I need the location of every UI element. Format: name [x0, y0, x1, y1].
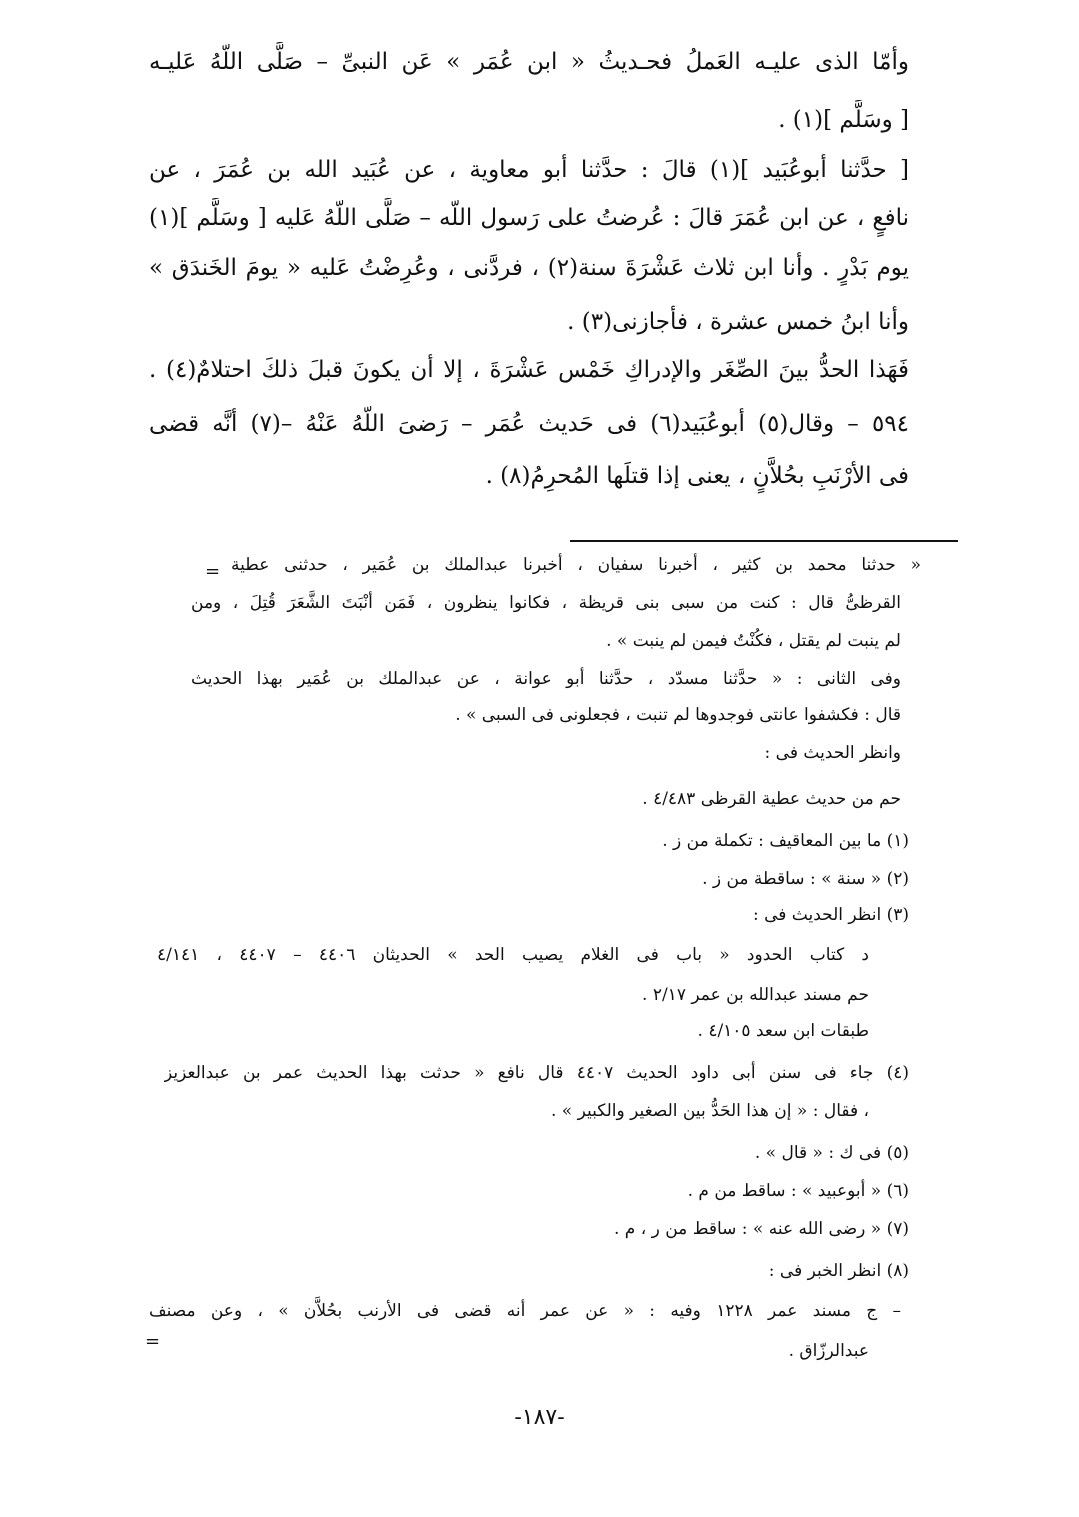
- footnote-line-3: لم ينبت لم يقتل ، فكُنْتُ فيمن لم ينبت » .: [606, 631, 901, 651]
- page-number: -١٨٧-: [514, 1405, 565, 1430]
- footnote-3-line-2: د كتاب الحدود « باب فى الغلام يصيب الحد » الحديثان ٤٤٠٦ – ٤٤٠٧ ، ٤/١٤١: [157, 945, 869, 965]
- footnote-1: (١) ما بين المعاقيف : تكملة من ز .: [662, 831, 909, 851]
- footnote-line-1: « حدثنا محمد بن كثير ، أخبرنا سفيان ، أخبرنا عبدالملك بن عُمَير ، حدثنى عطية: [231, 555, 921, 575]
- footnote-8: (٨) انظر الخبر فى :: [768, 1261, 909, 1281]
- main-line-3: [ حدَّثنا أبوعُبَيد ](١) قالَ : حدَّثنا أبو معاوية ، عن عُبَيد الله بن عُمَرَ ، عن: [149, 157, 909, 183]
- main-line-1: وأمّا الذى عليـه العَملُ فحـديثُ « ابن عُمَر » عَن النبىِّ – صَلَّى اللّهُ عَليـه: [149, 49, 909, 75]
- main-line-2: [ وسَلَّم ](١) .: [778, 107, 909, 133]
- main-line-9: فى الأرْنَبِ بحُلاَّنٍ ، يعنى إذا قتلَها المُحرِمُ(٨) .: [485, 463, 909, 489]
- footnote-line-5: قال : فكشفوا عانتى فوجدوها لم تنبت ، فجعلونى فى السبى » .: [455, 705, 901, 725]
- main-line-8: ٥٩٤ – وقال(٥) أبوعُبَيد(٦) فى حَديث عُمَر – رَضىَ اللّهُ عَنْهُ –(٧) أنَّه قضى: [149, 411, 909, 437]
- continuation-mark-top: =: [205, 561, 221, 582]
- footnote-3: (٣) انظر الحديث فى :: [752, 905, 909, 925]
- footnote-5: (٥) فى ك : « قال » .: [754, 1143, 909, 1163]
- footnote-separator: [570, 540, 958, 542]
- footnote-line-6: وانظر الحديث فى :: [764, 743, 901, 763]
- main-line-6: وأنا ابنُ خمس عشرة ، فأجازنى(٣) .: [567, 309, 909, 335]
- main-line-4: نافعٍ ، عن ابن عُمَرَ قالَ : عُرضتُ على رَسول اللّه – صَلَّى اللّهُ عَليه [ وسَلَّم ](١): [149, 205, 909, 231]
- main-line-5: يوم بَدْرٍ . وأنا ابن ثلاث عَشْرَةَ سنة(٢) ، فردَّنى ، وعُرِضْتُ عَليه « يومَ الخَندَق »: [149, 255, 909, 281]
- main-line-7: فَهَذا الحدُّ بينَ الصِّغَر والإدراكِ خَمْس عَشْرَةَ ، إلا أن يكونَ قبلَ ذلكَ احتلامٌ(٤) .: [149, 357, 909, 383]
- footnote-3-line-4: طبقات ابن سعد ٤/١٠٥ .: [697, 1021, 869, 1041]
- footnote-line-4: وفى الثانى : « حدَّثنا مسدّد ، حدَّثنا أبو عوانة ، عن عبدالملك بن عُمَير بهذا الحديث: [191, 669, 901, 689]
- continuation-mark-bottom: =: [145, 1331, 161, 1352]
- footnote-3-line-3: حم مسند عبدالله بن عمر ٢/١٧ .: [642, 985, 869, 1005]
- footnote-line-7: حم من حديث عطية القرظى ٤/٤٨٣ .: [642, 789, 901, 809]
- footnote-line-2: القرظىُّ قال : كنت من سبى بنى قريظة ، فكانوا ينظرون ، فَمَن أنْبَتَ الشَّعَرَ قُتِلَ ، ومن: [191, 593, 901, 613]
- footnote-8-line-2: – ج مسند عمر ١٢٢٨ وفيه : « عن عمر أنه قضى فى الأرنب بحُلاَّن » ، وعن مصنف: [149, 1301, 901, 1321]
- footnote-4: (٤) جاء فى سنن أبى داود الحديث ٤٤٠٧ قال نافع « حدثت بهذا الحديث عمر بن عبدالعزيز: [164, 1063, 909, 1083]
- footnote-8-line-3: عبدالرزّاق .: [788, 1341, 869, 1361]
- footnote-6: (٦) « أبوعبيد » : ساقط من م .: [687, 1181, 909, 1201]
- footnote-2: (٢) « سنة » : ساقطة من ز .: [702, 869, 909, 889]
- footnote-4-line-2: ، فقال : « إن هذا الحَدُّ بين الصغير والكبير » .: [550, 1101, 869, 1121]
- footnote-7: (٧) « رضى الله عنه » : ساقط من ر ، م .: [614, 1219, 909, 1239]
